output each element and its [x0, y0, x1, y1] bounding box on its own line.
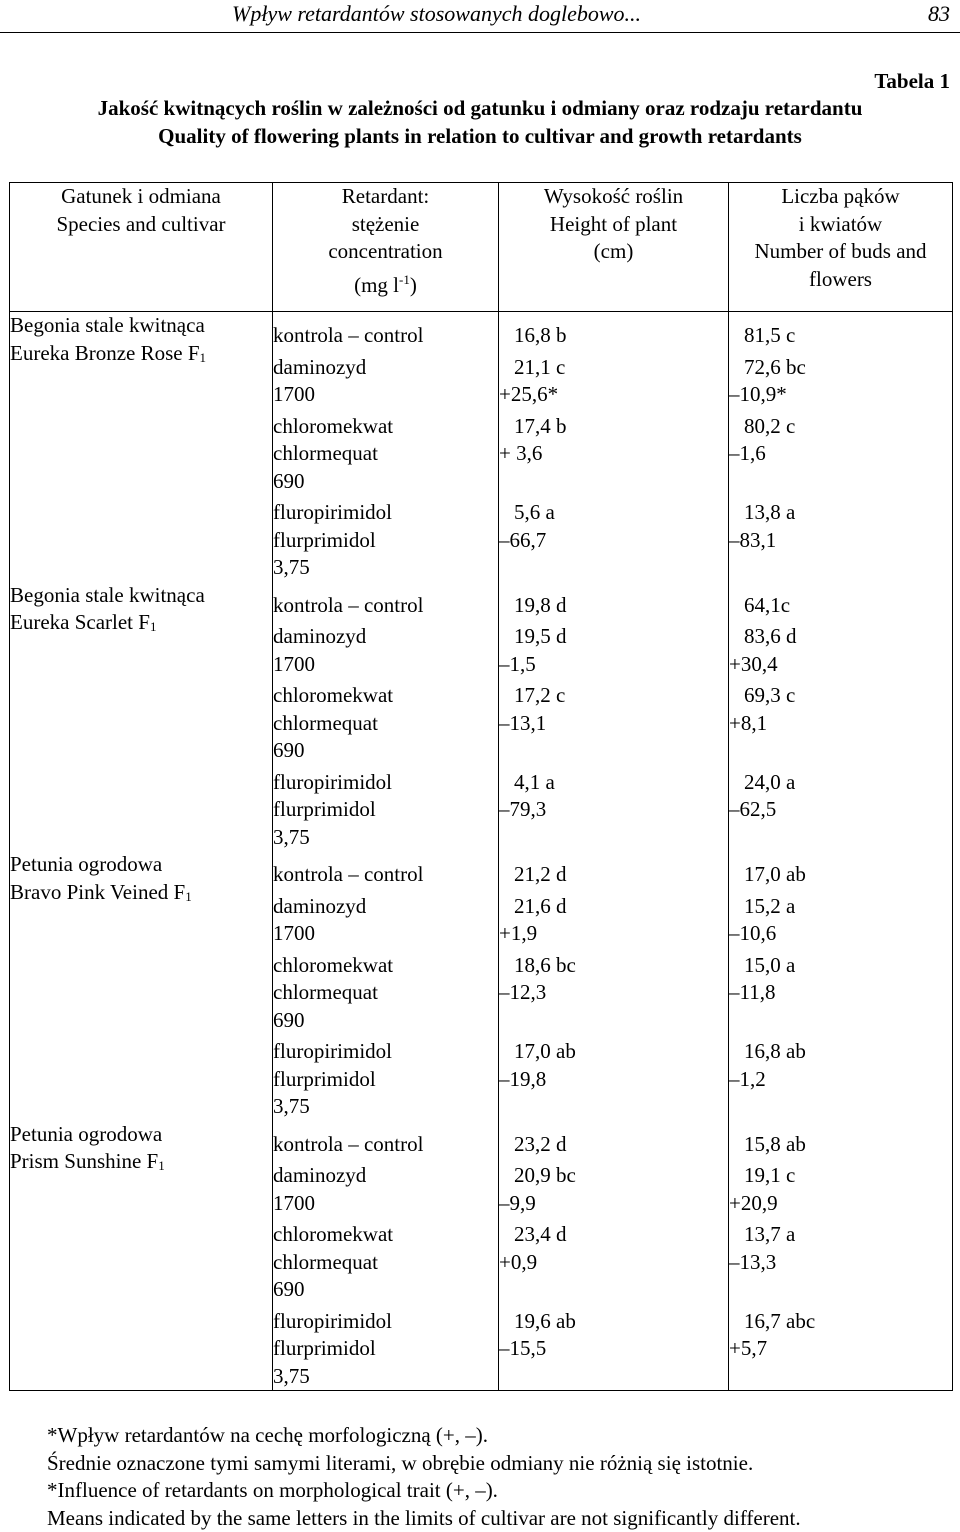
retardant-line: 1700 — [273, 651, 315, 676]
height-mean: 23,2 d — [514, 1131, 567, 1156]
height-influence: –15,5 — [499, 1336, 547, 1360]
retardant-line: kontrola – control — [273, 592, 424, 617]
buds-influence: –62,5 — [729, 797, 777, 821]
buds-influence: –11,8 — [729, 980, 776, 1004]
retardant-line: chlormequat — [273, 1249, 378, 1274]
height-influence: –66,7 — [499, 527, 547, 552]
cultivar-name: Eureka Bronze Rose F1 — [10, 340, 207, 365]
height-entry — [499, 1121, 728, 1159]
height-influence: –1,5 — [499, 651, 536, 676]
height-mean: 19,6 ab — [514, 1308, 576, 1333]
buds-cell — [729, 582, 953, 852]
retardant-line: kontrola – control — [273, 323, 424, 347]
buds-influence: –1,2 — [729, 1066, 766, 1091]
retardant-line: 1700 — [273, 921, 315, 945]
buds-mean: 16,8 ab — [744, 1039, 806, 1063]
buds-influence: +20,9 — [729, 1190, 778, 1215]
retardant-entry — [273, 893, 498, 948]
height-mean: 17,0 ab — [514, 1039, 576, 1063]
height-mean: 17,2 c — [514, 683, 566, 707]
retardant-entry — [273, 682, 498, 765]
retardant-entry — [273, 952, 498, 1035]
buds-mean: 17,0 ab — [744, 862, 806, 886]
buds-entry — [729, 413, 952, 496]
retardant-line: fluropirimidol — [273, 1039, 392, 1063]
height-entry — [499, 582, 728, 620]
height-mean: 21,1 c — [514, 354, 566, 379]
buds-entry — [729, 499, 952, 582]
height-entry — [499, 499, 728, 582]
buds-entry — [729, 682, 952, 765]
buds-influence: +30,4 — [729, 651, 778, 676]
retardant-line: 3,75 — [273, 555, 310, 579]
height-entry — [499, 1221, 728, 1304]
retardant-line: 690 — [273, 738, 305, 762]
retardant-line: flurprimidol — [273, 797, 376, 821]
height-mean: 16,8 b — [514, 323, 567, 347]
footnotes — [47, 1422, 801, 1532]
retardant-entry — [273, 499, 498, 582]
height-entry — [499, 851, 728, 889]
species-cell — [10, 1121, 273, 1391]
height-entry — [499, 682, 728, 765]
height-influence: +0,9 — [499, 1249, 538, 1274]
height-mean: 21,2 d — [514, 862, 567, 886]
table-row — [10, 1121, 953, 1391]
height-entry — [499, 413, 728, 496]
table-label: Tabela 1 — [874, 69, 950, 93]
data-table — [9, 182, 953, 1391]
buds-mean: 13,8 a — [744, 500, 796, 524]
retardant-entry — [273, 1121, 498, 1159]
height-cell — [499, 582, 729, 852]
buds-entry — [729, 1038, 952, 1121]
buds-influence: –10,9* — [729, 382, 787, 406]
retardant-line: daminozyd — [273, 354, 367, 379]
species-name: Begonia stale kwitnąca — [10, 313, 205, 337]
cultivar-name: Prism Sunshine F1 — [10, 1149, 165, 1173]
buds-mean: 15,2 a — [744, 893, 796, 918]
height-mean: 19,5 d — [514, 624, 567, 648]
cultivar-name: Eureka Scarlet F1 — [10, 610, 157, 634]
height-entry — [499, 1308, 728, 1391]
buds-mean: 15,0 a — [744, 952, 796, 977]
retardant-line: 3,75 — [273, 824, 310, 849]
height-cell — [499, 312, 729, 582]
retardant-line: chloromekwat — [273, 413, 394, 438]
table-row — [10, 851, 953, 1121]
table-body — [10, 312, 953, 1391]
cultivar-name: Bravo Pink Veined F1 — [10, 879, 192, 904]
retardant-line: chloromekwat — [273, 1222, 394, 1246]
retardant-line: 690 — [273, 1277, 305, 1301]
footnote: *Wpływ retardantów na cechę morfologiczną (+, –). — [47, 1423, 488, 1447]
buds-mean: 80,2 c — [744, 413, 796, 438]
retardant-entry — [273, 769, 498, 852]
retardant-line: flurprimidol — [273, 1336, 376, 1360]
retardant-entry — [273, 312, 498, 350]
retardant-line: 3,75 — [273, 1094, 310, 1118]
height-cell — [499, 1121, 729, 1391]
buds-entry — [729, 952, 952, 1035]
buds-mean: 72,6 bc — [744, 354, 806, 379]
retardant-cell — [273, 1121, 499, 1391]
species-name: Petunia ogrodowa — [10, 1121, 163, 1146]
height-mean: 23,4 d — [514, 1222, 567, 1246]
buds-cell — [729, 312, 953, 582]
buds-mean: 81,5 c — [744, 323, 796, 347]
retardant-cell — [273, 851, 499, 1121]
buds-cell — [729, 1121, 953, 1391]
height-entry — [499, 893, 728, 948]
buds-mean: 69,3 c — [744, 683, 796, 707]
height-influence: –79,3 — [499, 797, 547, 821]
height-entry — [499, 623, 728, 678]
buds-entry — [729, 354, 952, 409]
footnote: Średnie oznaczone tymi samymi literami, w obrębie odmiany nie różnią się istotnie. — [47, 1450, 754, 1475]
buds-mean: 16,7 abc — [744, 1308, 816, 1333]
retardant-line: 690 — [273, 468, 305, 493]
height-mean: 21,6 d — [514, 893, 567, 918]
retardant-entry — [273, 582, 498, 620]
retardant-entry — [273, 1038, 498, 1121]
buds-influence: –83,1 — [729, 527, 777, 552]
buds-mean: 15,8 ab — [744, 1131, 806, 1156]
retardant-entry — [273, 354, 498, 409]
table-row — [10, 312, 953, 582]
retardant-entry — [273, 413, 498, 496]
retardant-entry — [273, 623, 498, 678]
retardant-line: 1700 — [273, 382, 315, 406]
buds-mean: 13,7 a — [744, 1222, 796, 1246]
height-entry — [499, 952, 728, 1035]
running-title: Wpływ retardantów stosowanych doglebowo... — [232, 1, 642, 26]
buds-influence: +5,7 — [729, 1336, 768, 1360]
page-number: 83 — [928, 1, 950, 26]
retardant-line: 690 — [273, 1007, 305, 1032]
retardant-line: daminozyd — [273, 1163, 367, 1187]
buds-entry — [729, 312, 952, 350]
species-cell — [10, 582, 273, 852]
buds-mean: 24,0 a — [744, 769, 796, 794]
retardant-line: fluropirimidol — [273, 769, 392, 794]
retardant-line: daminozyd — [273, 624, 367, 648]
species-cell — [10, 851, 273, 1121]
retardant-line: 3,75 — [273, 1363, 310, 1388]
height-mean: 19,8 d — [514, 592, 567, 617]
buds-mean: 83,6 d — [744, 624, 797, 648]
height-entry — [499, 354, 728, 409]
buds-entry — [729, 893, 952, 948]
column-header-height: Wysokość roślin Height of plant (cm) — [499, 183, 729, 312]
footnote: Means indicated by the same letters in the limits of cultivar are not significantly different. — [47, 1505, 801, 1530]
column-header-retardant: Retardant: stężenie concentration (mg $l^{-1}$) — [273, 183, 499, 312]
height-cell — [499, 851, 729, 1121]
height-entry — [499, 1162, 728, 1217]
buds-influence: –13,3 — [729, 1249, 777, 1274]
buds-influence: +8,1 — [729, 710, 768, 735]
retardant-line: flurprimidol — [273, 527, 376, 552]
height-entry — [499, 1038, 728, 1121]
retardant-line: fluropirimidol — [273, 1308, 392, 1333]
buds-influence: –1,6 — [729, 441, 766, 465]
height-mean: 20,9 bc — [514, 1163, 576, 1187]
retardant-cell — [273, 582, 499, 852]
height-influence: –19,8 — [499, 1066, 547, 1091]
buds-entry — [729, 1162, 952, 1217]
retardant-line: 1700 — [273, 1190, 315, 1215]
retardant-line: chlormequat — [273, 710, 378, 735]
buds-entry — [729, 1121, 952, 1159]
height-influence: –9,9 — [499, 1190, 536, 1215]
retardant-line: kontrola – control — [273, 1131, 424, 1156]
species-name: Begonia stale kwitnąca — [10, 582, 205, 607]
height-mean: 17,4 b — [514, 413, 567, 438]
height-mean: 4,1 a — [514, 769, 555, 794]
height-influence: + 3,6 — [499, 441, 543, 465]
height-entry — [499, 312, 728, 350]
height-influence: –13,1 — [499, 710, 547, 735]
retardant-line: flurprimidol — [273, 1066, 376, 1091]
table-caption-polish: Jakość kwitnących roślin w zależności od gatunku i odmiany oraz rodzaju retardantu — [97, 96, 863, 120]
table-caption-english: Quality of flowering plants in relation to cultivar and growth retardants — [158, 124, 802, 148]
buds-entry — [729, 769, 952, 852]
species-name: Petunia ogrodowa — [10, 852, 163, 876]
retardant-line: chloromekwat — [273, 952, 394, 977]
running-header — [0, 0, 960, 33]
retardant-line: daminozyd — [273, 893, 367, 918]
retardant-entry — [273, 1162, 498, 1217]
buds-influence: –10,6 — [729, 921, 777, 945]
retardant-line: chlormequat — [273, 441, 378, 465]
retardant-line: kontrola – control — [273, 862, 424, 886]
buds-entry — [729, 851, 952, 889]
retardant-line: chlormequat — [273, 980, 378, 1004]
species-cell — [10, 312, 273, 582]
height-influence: –12,3 — [499, 980, 547, 1004]
column-header-buds: Liczba pąków i kwiatów Number of buds and flowers — [729, 183, 953, 312]
buds-entry — [729, 623, 952, 678]
buds-mean: 64,1c — [744, 592, 791, 617]
buds-entry — [729, 1308, 952, 1391]
height-entry — [499, 769, 728, 852]
height-influence: +25,6* — [499, 382, 559, 406]
retardant-entry — [273, 1308, 498, 1391]
buds-cell — [729, 851, 953, 1121]
retardant-cell — [273, 312, 499, 582]
retardant-entry — [273, 851, 498, 889]
retardant-line: fluropirimidol — [273, 500, 392, 524]
buds-mean: 19,1 c — [744, 1163, 796, 1187]
height-influence: +1,9 — [499, 921, 538, 945]
table-row — [10, 582, 953, 852]
retardant-entry — [273, 1221, 498, 1304]
buds-entry — [729, 582, 952, 620]
height-mean: 18,6 bc — [514, 952, 576, 977]
retardant-line: chloromekwat — [273, 683, 394, 707]
height-mean: 5,6 a — [514, 500, 555, 524]
footnote: *Influence of retardants on morphological trait (+, –). — [47, 1478, 498, 1502]
column-header-species: Gatunek i odmiana Species and cultivar — [10, 183, 273, 312]
header-row — [10, 183, 953, 312]
buds-entry — [729, 1221, 952, 1304]
